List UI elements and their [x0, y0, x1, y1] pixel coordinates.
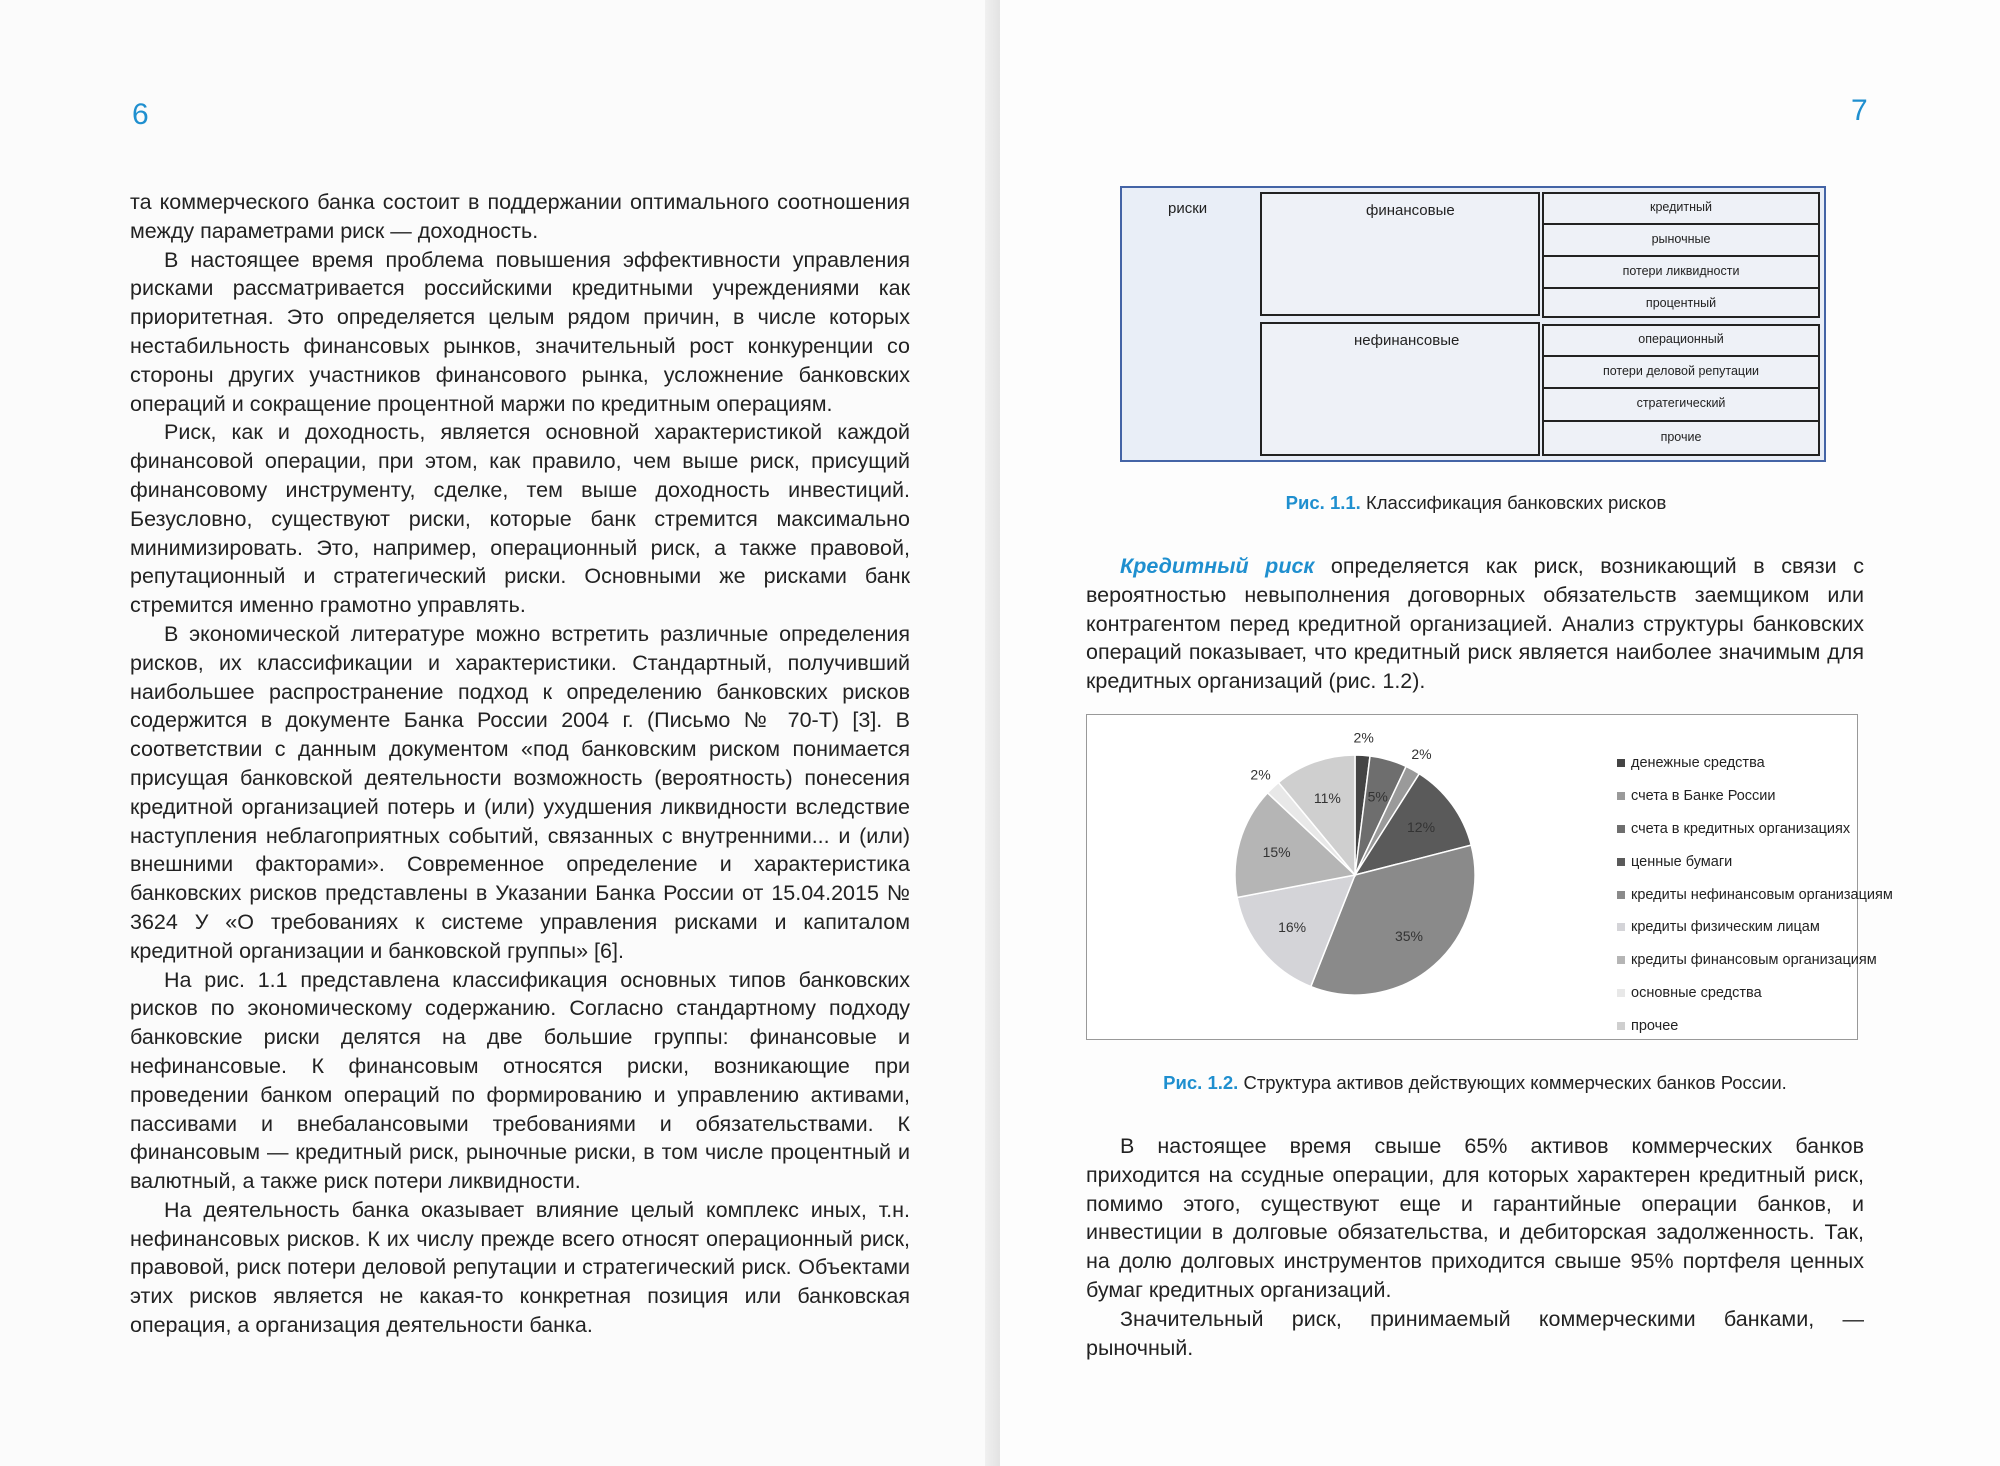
- group-financial-label: финансовые: [1366, 202, 1455, 219]
- paragraph: та коммерческого банка состоит в поддержании оптимального соотношения между параметрами риск — доходность.: [130, 190, 910, 243]
- legend-label: счета в Банке России: [1631, 788, 1776, 805]
- divider: [1544, 355, 1818, 357]
- risk-item: потери ликвидности: [1622, 264, 1740, 278]
- divider: [1544, 387, 1818, 389]
- paragraph-text: определяется как риск, возникающий в связи с вероятностью невыполнения договорных обязательств заемщиком или контрагентом перед кредитной организацией. Анализ структуры банковских операций показывает, что кредитный риск является наиболее значимым для кредитных организаций (рис. 1.2).: [1086, 554, 1864, 694]
- paragraph: Риск, как и доходность, является основной характеристикой каждой финансовой операции, при этом, как правило, чем выше риск, присущий финансовому инструменту, сделке, тем выше доходность инвестиций. Безусловно, существуют риски, которые банк стремится максимально минимизировать. Это, например, операционный риск, а также правовой, репутационный и стратегический риски. Основными же рисками банк стремится именно грамотно управлять.: [130, 420, 910, 618]
- legend-item: [1617, 1009, 1893, 1042]
- risk-item: кредитный: [1650, 200, 1712, 214]
- risk-item: операционный: [1638, 332, 1724, 346]
- legend-label: кредиты финансовым организациям: [1631, 952, 1877, 969]
- figure-label: Рис. 1.1.: [1285, 492, 1361, 513]
- pie-data-label: 2%: [1411, 746, 1432, 763]
- pie-data-label: 16%: [1278, 919, 1307, 936]
- paragraph: Значительный риск, принимаемый коммерческими банками, — рыночный.: [1086, 1306, 1864, 1360]
- risk-item: стратегический: [1636, 396, 1726, 410]
- legend-swatch: [1617, 1022, 1625, 1030]
- legend-item: [1617, 944, 1893, 977]
- risk-item: прочие: [1660, 430, 1702, 444]
- divider: [1544, 255, 1818, 257]
- legend-swatch: [1617, 923, 1625, 931]
- divider: [1544, 287, 1818, 289]
- figure-label: Рис. 1.2.: [1163, 1072, 1239, 1093]
- left-body-text: [130, 188, 910, 1340]
- page-number-right: 7: [1851, 94, 1868, 127]
- figure-caption-text: Структура активов действующих коммерческих банков России.: [1243, 1072, 1787, 1093]
- paragraph: В настоящее время проблема повышения эффективности управления рисками рассматривается российскими кредитными учреждениями как приоритетная. Это определяется целым рядом причин, в числе которых нестабильность финансовых рынков, значительный рост конкуренции со стороны других участников финансового рынка, усложнение банковских операций и сокращение процентной маржи по кредитным операциям.: [130, 247, 910, 416]
- risk-item: потери деловой репутации: [1602, 364, 1760, 378]
- figure-1-2-caption: [1086, 1072, 1864, 1094]
- group-nonfinancial: [1260, 322, 1540, 456]
- divider: [1544, 223, 1818, 225]
- nonfinancial-items: [1542, 324, 1820, 456]
- legend-label: ценные бумаги: [1631, 853, 1733, 870]
- legend-label: кредиты нефинансовым организациям: [1631, 886, 1893, 903]
- risk-item: процентный: [1645, 296, 1717, 310]
- right-body-text: [1086, 1132, 1864, 1362]
- risk-root-label: риски: [1168, 200, 1208, 217]
- risk-classification-table: [1120, 186, 1826, 462]
- pie-chart-svg: [1087, 725, 1587, 1025]
- group-nonfinancial-label: нефинансовые: [1354, 332, 1460, 349]
- pie-data-label: 11%: [1313, 790, 1341, 807]
- legend-swatch: [1617, 891, 1625, 899]
- paragraph: В настоящее время свыше 65% активов коммерческих банков приходится на ссудные операции, для которых характерен кредитный риск, помимо этого, существуют еще и гарантийные операции банков, и инвестиции в долговые обязательства, и дебиторская задолженность. Так, на долю долговых инструментов приходится свыше 95% портфеля ценных бумаг кредитных организаций.: [1086, 1134, 1864, 1302]
- legend-swatch: [1617, 759, 1625, 767]
- legend-item: [1617, 813, 1893, 846]
- figure-caption-text: Классификация банковских рисков: [1365, 492, 1667, 513]
- legend-item: [1617, 780, 1893, 813]
- chart-legend: [1617, 747, 1893, 1042]
- legend-item: [1617, 845, 1893, 878]
- pie-data-label: 15%: [1262, 844, 1291, 861]
- assets-pie-chart: [1086, 714, 1893, 1040]
- risk-item: рыночные: [1651, 232, 1711, 246]
- paragraph: На деятельность банка оказывает влияние целый комплекс иных, т.н. нефинансовых рисков. К их числу прежде всего относят операционный риск, правовой, риск потери деловой репутации и стратегический риск. Объектами этих рисков является не какая-то конкретная позиция или банковская операция, а организация деятельности банка.: [130, 1197, 910, 1338]
- pie-data-label: 35%: [1394, 928, 1423, 945]
- term-credit-risk: Кредитный риск: [1120, 554, 1315, 578]
- right-page: [1000, 0, 2000, 1466]
- page-number-left: 6: [132, 98, 149, 131]
- legend-item: [1617, 977, 1893, 1010]
- legend-label: счета в кредитных организациях: [1631, 820, 1851, 837]
- pie-data-label: 2%: [1250, 766, 1271, 783]
- credit-risk-paragraph: [1086, 552, 1864, 696]
- legend-swatch: [1617, 956, 1625, 964]
- financial-items: [1542, 192, 1820, 318]
- group-financial: [1260, 192, 1540, 316]
- legend-item: [1617, 878, 1893, 911]
- legend-label: основные средства: [1631, 984, 1762, 1001]
- pie-data-label: 5%: [1367, 788, 1388, 805]
- legend-label: прочее: [1631, 1017, 1679, 1034]
- divider: [1544, 420, 1818, 422]
- pie-data-label: 12%: [1407, 819, 1436, 836]
- legend-swatch: [1617, 858, 1625, 866]
- legend-swatch: [1617, 825, 1625, 833]
- figure-1-1-caption: [1090, 492, 1862, 514]
- paragraph: На рис. 1.1 представлена классификация основных типов банковских рисков по экономическому содержанию. Согласно стандартному подходу банковские риски делятся на две большие группы: финансовые и нефинансовые. К финансовым относятся риски, возникающие при проведении банком операций по формированию и управлению активами, пассивами и внебалансовыми требованиями и обязательствами. К финансовым — кредитный риск, рыночные риски, в том числе процентный и валютный, а также риск потери ликвидности.: [130, 967, 910, 1194]
- legend-label: денежные средства: [1631, 755, 1765, 772]
- legend-swatch: [1617, 989, 1625, 997]
- legend-label: кредиты физическим лицам: [1631, 919, 1820, 936]
- legend-item: [1617, 911, 1893, 944]
- legend-item: [1617, 747, 1893, 780]
- legend-swatch: [1617, 792, 1625, 800]
- paragraph: В экономической литературе можно встретить различные определения рисков, их классификации и характеристики. Стандартный, получивший наибольшее распространение подход к определению банковских рисков содержится в документе Банка России 2004 г. (Письмо № 70-Т) [3]. В соответствии с данным документом «под банковским риском понимается присущая банковской деятельности возможность (вероятность) понесения кредитной организацией потерь и (или) ухудшения ликвидности вследствие наступления неблагоприятных событий, связанных с внутренними... и (или) внешними факторами». Современное определение и характеристика банковских рисков представлены в Указании Банка России от 15.04.2015 № 3624 У «О требованиях к системе управления рисками и капиталом кредитной организации и банковской группы» [6].: [130, 621, 910, 963]
- pie-data-label: 2%: [1353, 729, 1374, 746]
